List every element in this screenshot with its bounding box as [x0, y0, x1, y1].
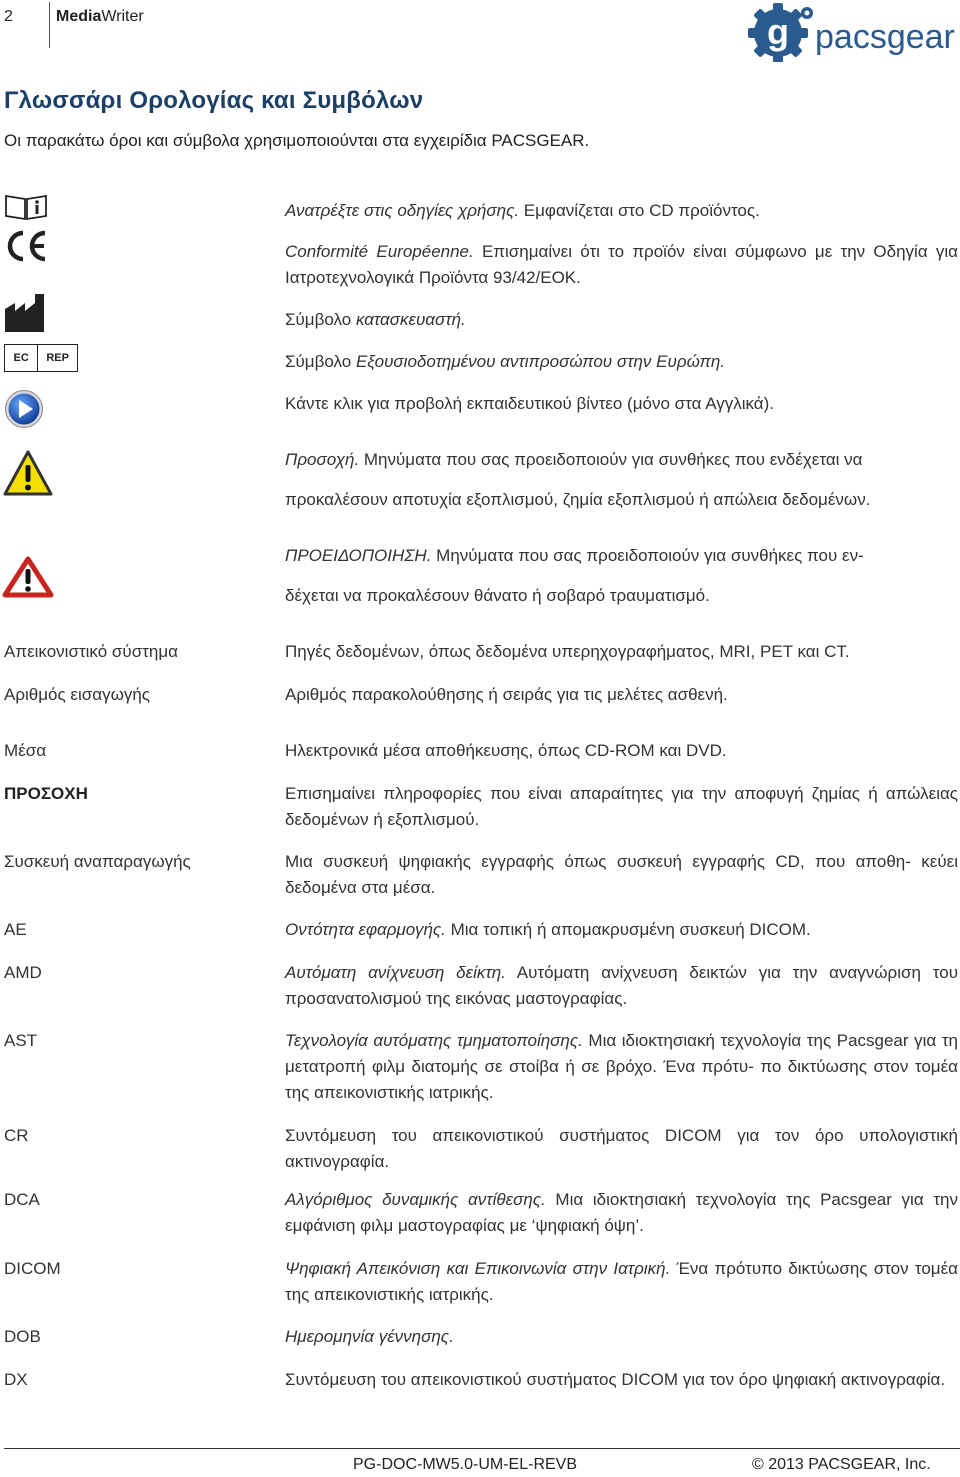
glossary-definition: Συντόμευση του απεικονιστικού συστήματος DICOM για τον όρο ψηφιακή ακτινογραφία.	[285, 1370, 946, 1389]
header-divider	[49, 2, 50, 48]
glossary-term: Απεικονιστικό σύστημα	[4, 642, 178, 661]
manufacturer-description	[285, 307, 958, 333]
glossary-definition-rest: Μια τοπική ή απομακρυσμένη συσκευή DICOM.	[445, 920, 811, 939]
ce-description	[285, 239, 958, 291]
pacsgear-logo	[745, 0, 960, 62]
logo-text: pacsgear	[815, 18, 955, 56]
glossary-definition	[285, 1256, 958, 1308]
manufacturer-icon	[4, 293, 48, 333]
warning-italic: ΠΡΟΕΙΔΟΠΟΙΗΣΗ.	[285, 546, 432, 565]
logo-letter: g	[767, 11, 789, 52]
page-number: 2	[4, 8, 13, 25]
glossary-term: DCA	[4, 1190, 40, 1209]
footer-copyright: © 2013 PACSGEAR, Inc.	[752, 1456, 931, 1473]
ce-italic: Conformité Européenne.	[285, 242, 474, 261]
warning-description-line2: δέχεται να προκαλέσουν θάνατο ή σοβαρό τραυματισμό.	[285, 586, 710, 605]
instructions-book-icon	[4, 193, 48, 221]
manufacturer-plain: Σύμβολο	[285, 310, 356, 329]
ec-rep-left-label: EC	[5, 345, 38, 371]
warning-triangle-icon	[2, 556, 54, 598]
warning-description-line1	[285, 543, 958, 569]
ec-rep-icon	[4, 344, 78, 372]
footer-doc-id: PG-DOC-MW5.0-UM-EL-REVB	[353, 1456, 578, 1473]
product-name-rest: Writer	[101, 8, 144, 25]
glossary-definition-rest: Ένα πρότυπο δικτύωσης στον τομέα της απεικονιστικής ιατρικής.	[285, 1259, 958, 1304]
manufacturer-italic: κατασκευαστή.	[355, 310, 466, 329]
glossary-definition: Αριθμός παρακολούθησης ή σειράς για τις μελέτες ασθενή.	[285, 685, 728, 704]
glossary-definition-rest: Μια ιδιοκτησιακή τεχνολογία της Pacsgear για τη μετατροπή φιλμ διατομής σε στοίβα ή σε βρόχο. Ένα πρότυ- πο δικτύωσης στον τομέα της απεικονιστικής ιατρικής.	[285, 1031, 958, 1102]
ce-mark-icon	[4, 229, 48, 263]
glossary-definition	[285, 1187, 958, 1239]
glossary-definition: Συντόμευση του απεικονιστικού συστήματος DICOM για τον όρο υπολογιστική ακτινογραφία.	[285, 1126, 958, 1171]
glossary-definition: Επισημαίνει πληροφορίες που είναι απαραίτητες για την αποφυγή ζημίας ή απώλειας δεδομένων ή εξοπλισμού.	[285, 784, 958, 829]
warning-rest: Μηνύματα που σας προειδοποιούν για συνθήκες που εν-	[431, 546, 864, 565]
glossary-term: DICOM	[4, 1259, 61, 1278]
glossary-definition-rest: Αυτόματη ανίχνευση δεικτών για την αναγνώριση του προσανατολισμού της εικόνας μαστογραφίας.	[285, 963, 958, 1008]
glossary-term: Αριθμός εισαγωγής	[4, 685, 151, 704]
glossary-term: AMD	[4, 963, 42, 982]
caution-description-line1	[285, 447, 958, 473]
glossary-term: AST	[4, 1031, 38, 1050]
product-name	[56, 8, 144, 26]
play-video-icon[interactable]	[4, 389, 44, 429]
instructions-rest: Εμφανίζεται στο CD προϊόντος.	[519, 201, 760, 220]
ec-rep-plain: Σύμβολο	[285, 352, 356, 371]
instructions-description	[285, 198, 958, 224]
caution-description-line2: προκαλέσουν αποτυχία εξοπλισμού, ζημία εξοπλισμού ή απώλεια δεδομένων.	[285, 490, 871, 509]
glossary-term: AE	[4, 920, 27, 939]
ec-rep-right-label: REP	[46, 352, 69, 364]
glossary-definition-italic: Ψηφιακή Απεικόνιση και Επικοινωνία στην Ιατρική.	[285, 1259, 671, 1278]
intro-text: Οι παρακάτω όροι και σύμβολα χρησιμοποιούνται στα εγχειρίδια PACSGEAR.	[4, 131, 590, 150]
ce-rest: Επισημαίνει ότι το προϊόν είναι σύμφωνο με την Οδηγία για Ιατροτεχνολογικά Προϊόντα 93/42/ΕΟΚ.	[285, 242, 958, 287]
glossary-definition-italic: Αλγόριθμος δυναμικής αντίθεσης.	[285, 1190, 546, 1209]
glossary-term: DOB	[4, 1327, 41, 1346]
glossary-definition: Μια συσκευή ψηφιακής εγγραφής όπως συσκευή εγγραφής CD, που αποθη- κεύει δεδομένα στα μέσα.	[285, 852, 958, 897]
glossary-definition-italic: Τεχνολογία αυτόματης τμηματοποίησης.	[285, 1031, 583, 1050]
product-name-bold: Media	[56, 8, 102, 25]
glossary-definition	[285, 917, 958, 943]
video-description: Κάντε κλικ για προβολή εκπαιδευτικού βίντεο (μόνο στα Αγγλικά).	[285, 394, 775, 413]
page-title: Γλωσσάρι Ορολογίας και Συμβόλων	[4, 87, 424, 114]
glossary-definition-rest: Μια ιδιοκτησιακή τεχνολογία της Pacsgear για την εμφάνιση φιλμ μαστογραφίας με ‘ψηφιακή όψη’.	[285, 1190, 958, 1235]
glossary-definition-italic: Αυτόματη ανίχνευση δείκτη.	[285, 963, 506, 982]
glossary-definition-italic: Οντότητα εφαρμογής.	[285, 920, 446, 939]
glossary-term: Συσκευή αναπαραγωγής	[4, 852, 191, 871]
glossary-definition: Πηγές δεδομένων, όπως δεδομένα υπερηχογραφήματος, MRI, PET και CT.	[285, 642, 850, 661]
ec-rep-description	[285, 349, 958, 375]
glossary-definition	[285, 1324, 958, 1350]
glossary-definition: Ηλεκτρονικά μέσα αποθήκευσης, όπως CD-ROM και DVD.	[285, 741, 727, 760]
glossary-term: CR	[4, 1126, 29, 1145]
glossary-term: Μέσα	[4, 741, 47, 760]
footer-divider	[4, 1448, 960, 1449]
glossary-definition	[285, 1028, 958, 1106]
glossary-definition-italic: Ημερομηνία γέννησης.	[285, 1327, 454, 1346]
caution-rest: Μηνύματα που σας προειδοποιούν για συνθήκες που ενδέχεται να	[359, 450, 863, 469]
ec-rep-italic: Εξουσιοδοτημένου αντιπροσώπου στην Ευρώπη.	[355, 352, 725, 371]
caution-triangle-icon	[2, 448, 54, 498]
caution-italic: Προσοχή.	[285, 450, 360, 469]
glossary-term: ΠΡΟΣΟΧΗ	[4, 784, 88, 803]
glossary-term: DX	[4, 1370, 28, 1389]
instructions-italic: Ανατρέξτε στις οδηγίες χρήσης.	[285, 201, 520, 220]
glossary-definition	[285, 960, 958, 1012]
